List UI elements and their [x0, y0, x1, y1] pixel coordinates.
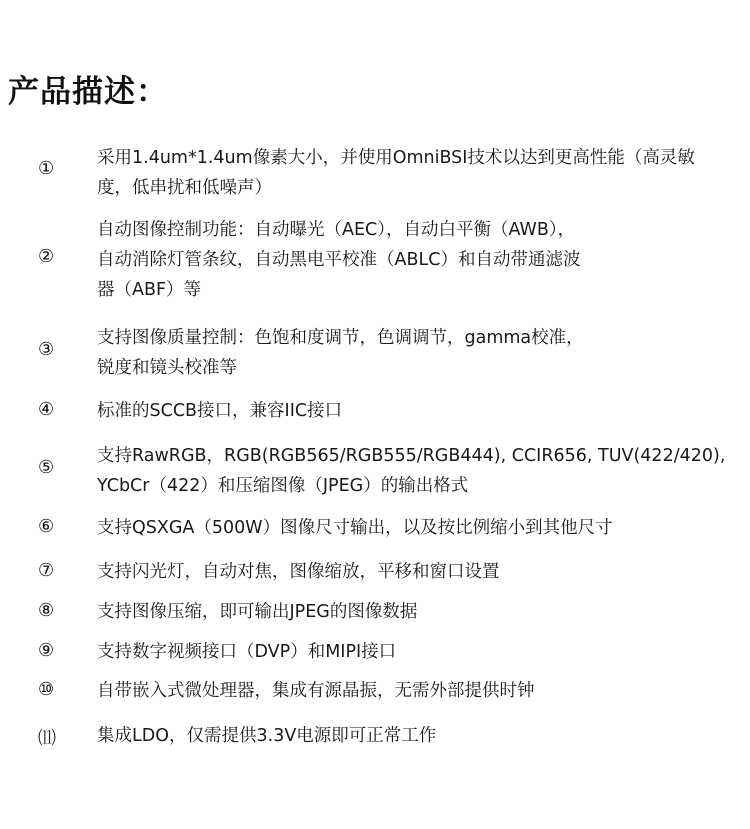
- item-line: 自动图像控制功能：自动曝光（AEC），自动白平衡（AWB），: [97, 220, 576, 240]
- item-text: [97, 597, 737, 627]
- item-line: 支持闪光灯，自动对焦，图像缩放，平移和窗口设置: [97, 562, 500, 582]
- item-text: [97, 721, 737, 751]
- item-marker: ⑩: [38, 679, 55, 700]
- item-marker: ③: [38, 339, 55, 360]
- item-marker: ②: [38, 246, 55, 267]
- item-text: [97, 557, 737, 587]
- item-line: 锐度和镜头校准等: [97, 358, 237, 378]
- item-marker: ⑨: [38, 640, 55, 661]
- item-line: 支持图像质量控制：色饱和度调节，色调调节，gamma校准，: [97, 328, 584, 348]
- item-text: [97, 441, 737, 501]
- item-text: [97, 676, 737, 706]
- item-line: YCbCr（422）和压缩图像（JPEG）的输出格式: [97, 476, 469, 496]
- item-line: 标准的SCCB接口，兼容IIC接口: [97, 401, 343, 421]
- item-marker: ⑧: [38, 600, 55, 621]
- item-text: [97, 637, 737, 667]
- item-line: 支持图像压缩，即可输出JPEG的图像数据: [97, 602, 418, 622]
- item-text: [97, 215, 737, 305]
- item-line: 采用1.4um*1.4um像素大小，并使用OmniBSI技术以达到更高性能（高灵敏: [97, 148, 695, 168]
- item-text: [97, 143, 737, 203]
- item-line: 度，低串扰和低噪声）: [97, 178, 272, 198]
- item-marker: ⑦: [38, 560, 55, 581]
- item-marker: ④: [38, 399, 55, 420]
- item-line: 支持RawRGB，RGB(RGB565/RGB555/RGB444), CCIR656, TUV(422/420),: [97, 446, 726, 466]
- item-line: 集成LDO，仅需提供3.3V电源即可正常工作: [97, 726, 437, 746]
- item-line: 自带嵌入式微处理器，集成有源晶振，无需外部提供时钟: [97, 681, 535, 701]
- item-text: [97, 396, 737, 426]
- item-line: 自动消除灯管条纹，自动黑电平校准（ABLC）和自动带通滤波: [97, 250, 581, 270]
- item-text: [97, 323, 737, 383]
- item-line: 支持数字视频接口（DVP）和MIPI接口: [97, 642, 397, 662]
- item-marker: ①: [38, 158, 55, 179]
- item-marker: ⑾: [38, 728, 56, 749]
- item-text: [97, 513, 737, 543]
- item-line: 器（ABF）等: [97, 280, 202, 300]
- item-line: 支持QSXGA（500W）图像尺寸输出，以及按比例缩小到其他尺寸: [97, 518, 613, 538]
- page-title: 产品描述：: [8, 74, 168, 110]
- item-marker: ⑥: [38, 516, 55, 537]
- item-marker: ⑤: [38, 457, 55, 478]
